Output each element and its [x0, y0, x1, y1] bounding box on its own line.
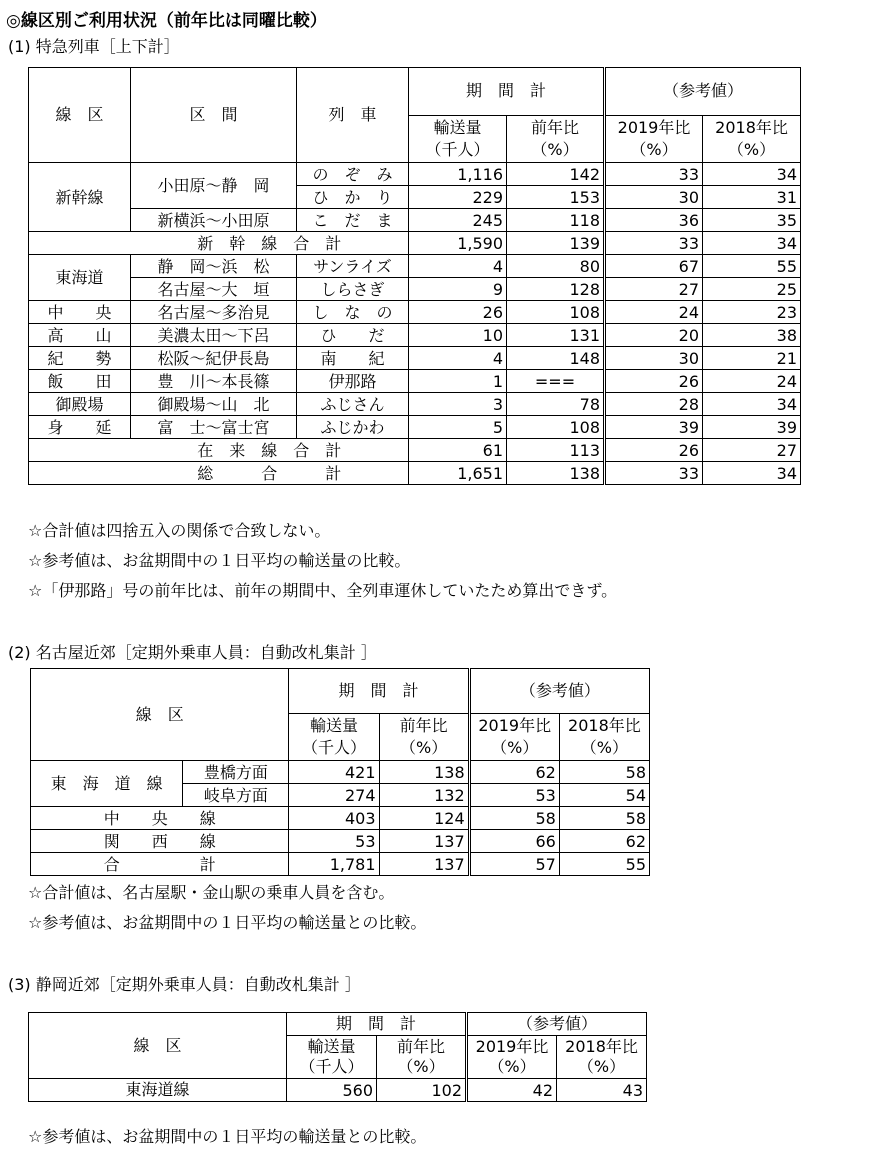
yoy-cell: 142 [507, 163, 605, 186]
header-2018: 2018年比 （%） [703, 115, 801, 163]
line-cell: 関 西 線 [31, 830, 289, 853]
train-cell: サンライズ [297, 255, 409, 278]
table-row [29, 209, 801, 232]
r2018-cell: 38 [703, 324, 801, 347]
train-cell: 伊那路 [297, 370, 409, 393]
yoy-cell: 138 [507, 462, 605, 485]
r2019-cell: 62 [469, 761, 559, 784]
r2018-cell: 27 [703, 439, 801, 462]
line-cell: 御殿場 [29, 393, 131, 416]
header-2018: 2018年比 （%） [557, 1036, 647, 1079]
r2019-cell: 57 [469, 853, 559, 876]
section-cell: 美濃太田～下呂 [131, 324, 297, 347]
header-volume: 輸送量 （千人） [409, 115, 507, 163]
table-row [29, 393, 801, 416]
total-row [29, 462, 801, 485]
header-period: 期 間 計 [287, 1013, 467, 1036]
subtotal-row [29, 439, 801, 462]
header-2018: 2018年比 （%） [559, 714, 649, 761]
note: ☆合計値は四捨五入の関係で合致しない。 [28, 521, 331, 540]
yoy-cell: 131 [507, 324, 605, 347]
volume-cell: 61 [409, 439, 507, 462]
section-cell: 富 士～富士宮 [131, 416, 297, 439]
r2019-cell: 27 [605, 278, 703, 301]
yoy-cell: 78 [507, 393, 605, 416]
volume-cell: 560 [287, 1079, 377, 1102]
header-yoy: 前年比 （%） [379, 714, 469, 761]
yoy-cell: 153 [507, 186, 605, 209]
header-train: 列 車 [297, 68, 409, 163]
table-row [29, 347, 801, 370]
train-cell: ふじさん [297, 393, 409, 416]
volume-cell: 10 [409, 324, 507, 347]
note: ☆参考値は、お盆期間中の１日平均の輸送量との比較。 [28, 913, 427, 932]
yoy-cell: 137 [379, 853, 469, 876]
r2019-cell: 58 [469, 807, 559, 830]
r2019-cell: 36 [605, 209, 703, 232]
table-row [29, 370, 801, 393]
volume-cell: 421 [289, 761, 379, 784]
line-cell: 新幹線 [29, 163, 131, 232]
line-cell: 東 海 道 線 [31, 761, 183, 807]
yoy-cell: 128 [507, 278, 605, 301]
direction-cell: 豊橋方面 [183, 761, 289, 784]
r2018-cell: 34 [703, 393, 801, 416]
r2019-cell: 26 [605, 370, 703, 393]
volume-cell: 1 [409, 370, 507, 393]
yoy-cell: 108 [507, 416, 605, 439]
total-row [31, 853, 650, 876]
r2018-cell: 54 [559, 784, 649, 807]
volume-cell: 1,651 [409, 462, 507, 485]
section-cell: 静 岡～浜 松 [131, 255, 297, 278]
line-cell: 東海道線 [29, 1079, 287, 1102]
yoy-cell: === [507, 370, 605, 393]
yoy-cell: 108 [507, 301, 605, 324]
r2018-cell: 21 [703, 347, 801, 370]
header-line: 線 区 [29, 1013, 287, 1079]
r2018-cell: 58 [559, 761, 649, 784]
header-2019: 2019年比 （%） [469, 714, 559, 761]
r2019-cell: 53 [469, 784, 559, 807]
yoy-cell: 118 [507, 209, 605, 232]
header-2019: 2019年比 （%） [605, 115, 703, 163]
r2019-cell: 30 [605, 347, 703, 370]
section-cell: 小田原～静 岡 [131, 163, 297, 209]
volume-cell: 4 [409, 347, 507, 370]
header-ref: （参考値） [605, 68, 801, 116]
header-section: 区 間 [131, 68, 297, 163]
yoy-cell: 80 [507, 255, 605, 278]
section-cell: 名古屋～大 垣 [131, 278, 297, 301]
nagoya-suburb-table [30, 668, 650, 876]
r2019-cell: 26 [605, 439, 703, 462]
r2019-cell: 28 [605, 393, 703, 416]
train-cell: しらさぎ [297, 278, 409, 301]
header-ref: （参考値） [467, 1013, 647, 1036]
volume-cell: 4 [409, 255, 507, 278]
train-cell: ひ か り [297, 186, 409, 209]
r2019-cell: 33 [605, 163, 703, 186]
line-cell: 中 央 線 [31, 807, 289, 830]
note: ☆「伊那路」号の前年比は、前年の期間中、全列車運休していたため算出できず。 [28, 581, 618, 600]
volume-cell: 3 [409, 393, 507, 416]
header-yoy: 前年比 （%） [377, 1036, 467, 1079]
train-cell: ひ だ [297, 324, 409, 347]
direction-cell: 岐阜方面 [183, 784, 289, 807]
r2018-cell: 31 [703, 186, 801, 209]
table-row [29, 278, 801, 301]
r2019-cell: 30 [605, 186, 703, 209]
yoy-cell: 102 [377, 1079, 467, 1102]
line-cell: 紀 勢 [29, 347, 131, 370]
section-3-heading: (3) 静岡近郊［定期外乗車人員：自動改札集計 ］ [8, 975, 361, 994]
r2019-cell: 67 [605, 255, 703, 278]
section-2-heading: (2) 名古屋近郊［定期外乗車人員：自動改札集計 ］ [8, 643, 377, 662]
volume-cell: 1,590 [409, 232, 507, 255]
yoy-cell: 139 [507, 232, 605, 255]
r2019-cell: 20 [605, 324, 703, 347]
r2019-cell: 39 [605, 416, 703, 439]
volume-cell: 245 [409, 209, 507, 232]
train-cell: 南 紀 [297, 347, 409, 370]
r2018-cell: 58 [559, 807, 649, 830]
line-cell: 東海道 [29, 255, 131, 301]
volume-cell: 26 [409, 301, 507, 324]
section-cell: 松阪～紀伊長島 [131, 347, 297, 370]
train-cell: し な の [297, 301, 409, 324]
yoy-cell: 138 [379, 761, 469, 784]
note: ☆参考値は、お盆期間中の１日平均の輸送量との比較。 [28, 1127, 427, 1146]
note: ☆合計値は、名古屋駅・金山駅の乗車人員を含む。 [28, 883, 395, 902]
section-cell: 御殿場～山 北 [131, 393, 297, 416]
train-cell: こ だ ま [297, 209, 409, 232]
yoy-cell: 113 [507, 439, 605, 462]
volume-cell: 5 [409, 416, 507, 439]
section-cell: 新横浜～小田原 [131, 209, 297, 232]
r2019-cell: 42 [467, 1079, 557, 1102]
header-period: 期 間 計 [289, 669, 469, 714]
volume-cell: 1,781 [289, 853, 379, 876]
page-title: ◎線区別ご利用状況（前年比は同曜比較） [6, 11, 327, 31]
line-cell: 高 山 [29, 324, 131, 347]
r2018-cell: 25 [703, 278, 801, 301]
r2018-cell: 55 [559, 853, 649, 876]
volume-cell: 403 [289, 807, 379, 830]
r2019-cell: 66 [469, 830, 559, 853]
section-1-heading: (1) 特急列車［上下計］ [8, 37, 180, 56]
table-row [31, 807, 650, 830]
r2018-cell: 24 [703, 370, 801, 393]
header-volume: 輸送量 （千人） [287, 1036, 377, 1079]
table-row [31, 830, 650, 853]
table-row [29, 1079, 647, 1102]
table-row [29, 301, 801, 324]
r2019-cell: 33 [605, 462, 703, 485]
section-cell: 名古屋～多治見 [131, 301, 297, 324]
header-ref: （参考値） [469, 669, 649, 714]
line-cell: 飯 田 [29, 370, 131, 393]
yoy-cell: 124 [379, 807, 469, 830]
header-line: 線 区 [31, 669, 289, 761]
yoy-cell: 132 [379, 784, 469, 807]
line-cell: 中 央 [29, 301, 131, 324]
header-volume: 輸送量 （千人） [289, 714, 379, 761]
header-period: 期 間 計 [409, 68, 605, 116]
r2018-cell: 34 [703, 462, 801, 485]
volume-cell: 1,116 [409, 163, 507, 186]
header-line: 線 区 [29, 68, 131, 163]
r2018-cell: 39 [703, 416, 801, 439]
table-row [29, 416, 801, 439]
subtotal-row [29, 232, 801, 255]
header-2019: 2019年比 （%） [467, 1036, 557, 1079]
volume-cell: 274 [289, 784, 379, 807]
total-label: 総 合 計 [131, 462, 409, 485]
total-label: 合 計 [31, 853, 289, 876]
r2018-cell: 35 [703, 209, 801, 232]
r2018-cell: 34 [703, 163, 801, 186]
volume-cell: 53 [289, 830, 379, 853]
shizuoka-suburb-table [28, 1012, 647, 1102]
table-row [29, 324, 801, 347]
volume-cell: 229 [409, 186, 507, 209]
yoy-cell: 137 [379, 830, 469, 853]
note: ☆参考値は、お盆期間中の１日平均の輸送量の比較。 [28, 551, 411, 570]
r2019-cell: 24 [605, 301, 703, 324]
r2018-cell: 55 [703, 255, 801, 278]
subtotal-label: 新 幹 線 合 計 [131, 232, 409, 255]
r2018-cell: 43 [557, 1079, 647, 1102]
section-cell: 豊 川～本長篠 [131, 370, 297, 393]
train-cell: の ぞ み [297, 163, 409, 186]
volume-cell: 9 [409, 278, 507, 301]
table-row [31, 761, 650, 784]
table-row [29, 255, 801, 278]
line-cell: 身 延 [29, 416, 131, 439]
r2018-cell: 34 [703, 232, 801, 255]
yoy-cell: 148 [507, 347, 605, 370]
train-cell: ふじかわ [297, 416, 409, 439]
r2018-cell: 62 [559, 830, 649, 853]
table-row [29, 163, 801, 186]
r2018-cell: 23 [703, 301, 801, 324]
header-yoy: 前年比 （%） [507, 115, 605, 163]
express-train-table [28, 67, 801, 485]
r2019-cell: 33 [605, 232, 703, 255]
subtotal-label: 在 来 線 合 計 [131, 439, 409, 462]
